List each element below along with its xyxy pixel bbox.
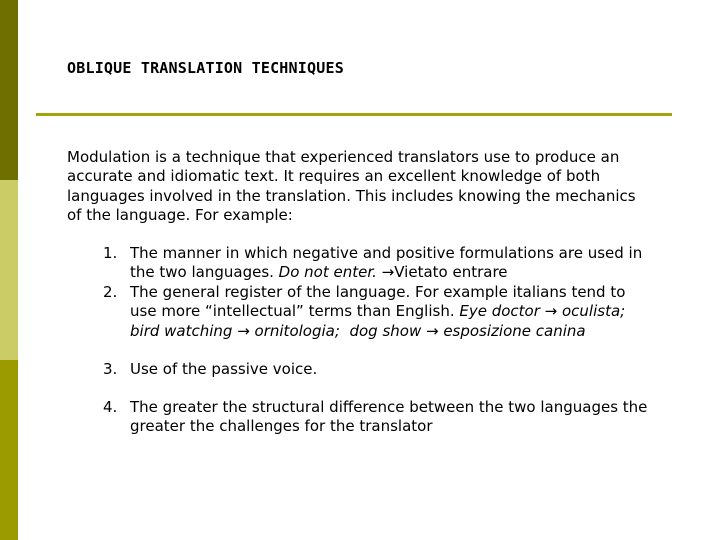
list-item-2	[103, 283, 703, 341]
list-text: The manner in which negative and positive formulations are used in	[130, 244, 643, 262]
title-divider	[36, 113, 672, 116]
list-text-continued	[103, 322, 703, 341]
list-number: 1.	[103, 244, 118, 262]
example-italic: Do not enter.	[278, 263, 377, 282]
list-text-continued: greater the challenges for the translator	[130, 417, 433, 436]
list-text-continued	[103, 302, 703, 321]
list-text-continued	[103, 263, 703, 282]
list-number: 2.	[103, 283, 118, 301]
slide-title: OBLIQUE TRANSLATION TECHNIQUES	[67, 59, 344, 77]
accent-bar-bottom	[0, 360, 18, 540]
intro-paragraph	[67, 148, 687, 225]
intro-line: accurate and idiomatic text. It requires an excellent knowledge of both	[67, 167, 601, 186]
list-text: The greater the structural difference between the two languages the	[130, 398, 648, 416]
list-text: Use of the passive voice.	[130, 360, 318, 378]
intro-line: Modulation is a technique that experienced translators use to produce an	[67, 148, 620, 166]
example-italic: Eye doctor → oculista;	[459, 302, 626, 321]
accent-bar-top	[0, 0, 18, 180]
list-item-3	[103, 360, 703, 379]
list-text-part: use more “intellectual” terms than English.	[130, 302, 460, 321]
example-italic: dog show → esposizione canina	[349, 321, 586, 340]
accent-bar-middle	[0, 180, 18, 360]
list-item-1	[103, 244, 703, 283]
list-number: 3.	[103, 360, 118, 378]
intro-line: of the language. For example:	[67, 205, 293, 224]
intro-line: languages involved in the translation. This includes knowing the mechanics	[67, 186, 636, 205]
list-item-4	[103, 398, 703, 437]
list-text-part: →Vietato entrare	[376, 263, 508, 282]
list-text-part: the two languages.	[130, 263, 279, 282]
list-text: The general register of the language. For example italians tend to	[130, 283, 626, 301]
list-number: 4.	[103, 398, 118, 416]
example-italic: bird watching → ornitologia;	[130, 321, 340, 340]
